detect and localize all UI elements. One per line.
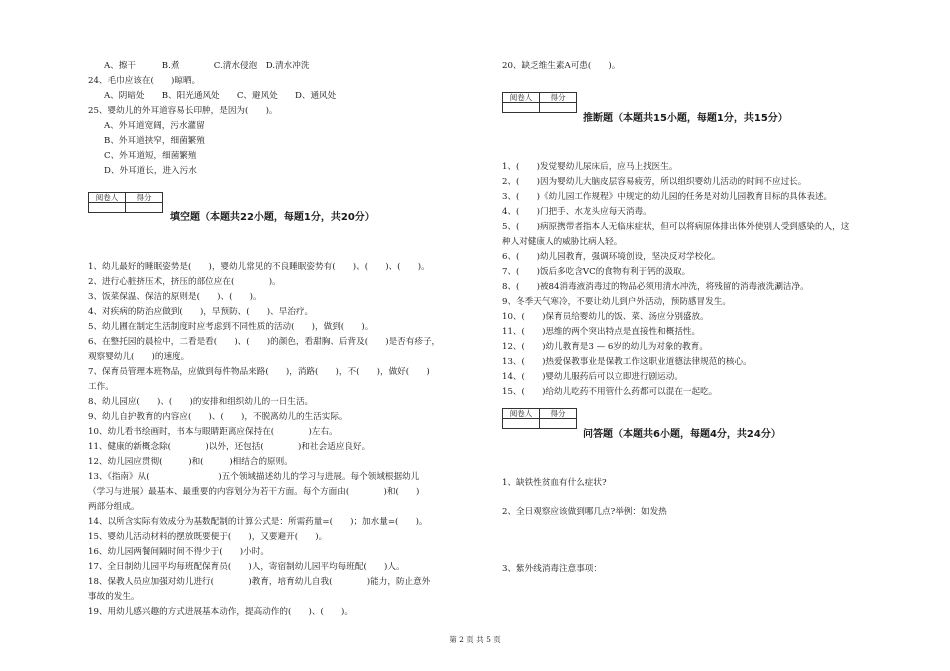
judge-line: 14、( )婴幼儿服药后可以立即进行剧运动。 (502, 372, 683, 382)
fill-line: 5、幼儿圃在制定生活制度时应考虑到不同性质的活动( )，做到( )。 (88, 322, 374, 332)
q25-option-d: D、外耳道长，进入污水 (104, 166, 197, 176)
q24-options: A、阴暗处 B、阳光通风处 C、避风处 D、通风处 (104, 91, 337, 101)
judge-line: 12、( )幼儿教育是3 — 6岁的幼儿为对象的教育。 (502, 342, 708, 352)
judge-line: 1、( )发觉婴幼儿尿床后，应马上找医生。 (502, 162, 678, 172)
score-table-score-label: 得分 (540, 93, 577, 103)
score-table-reviewer-label: 阅卷人 (503, 409, 540, 419)
judge-line: 7、( )饭后多吃含VC的食物有利于钙的汲取。 (502, 267, 691, 277)
fill-line: 17、全日制幼儿园平均每班配保育员( )人，寄宿制幼儿园平均每班配( )人。 (88, 562, 405, 572)
score-table-score-label: 得分 (126, 193, 163, 203)
fill-line: 9、幼儿自护教育的内容应( )、( )，不脱离幼儿的生活实际。 (88, 412, 348, 422)
judge-line: 4、( )门把手、水龙头应每天消毒。 (502, 207, 652, 217)
fill-line: 两部分组成。 (88, 502, 140, 512)
fill-line: 6、在整托园的晨检中，二看是看( )、( )的颜色，看甜胸、后背及( )是否有疹子， (88, 337, 441, 347)
fill-line: 12、幼儿园应贯彻( )和( )相结合的原则。 (88, 457, 293, 467)
q24-text: 24、毛巾应该在( )晾晒。 (88, 76, 201, 86)
score-table-score-cell (126, 203, 163, 213)
q20-text: 20、缺乏维生素A可患( )。 (502, 61, 621, 71)
fill-line: 工作。 (88, 382, 114, 392)
judge-line: 15、( )给幼儿吃药不用管什么药都可以混在一起吃。 (502, 387, 718, 397)
score-table-score-label: 得分 (540, 409, 577, 419)
qa-line: 1、缺铁性贫血有什么症状? (502, 478, 607, 488)
fill-line: 18、保教人员应加强对幼儿进行( )教育，培育幼儿自我( )能力，防止意外 (88, 577, 431, 587)
score-table-score-cell (540, 103, 577, 113)
score-table-reviewer-label: 阅卷人 (503, 93, 540, 103)
judge-section-heading: 推断题（本题共15小题，每题1分，共15分） (583, 113, 788, 124)
judge-line: 13、( )热爱保教事业是保教工作这职业道德法律规范的核心。 (502, 357, 752, 367)
q23-options: A、擦干 B.煮 C.清水侵泡 D.清水冲洗 (104, 61, 310, 71)
judge-line: 3、( )《幼儿园工作规程》中规定的幼儿园的任务是对幼儿园教育目标的具体表述。 (502, 192, 833, 202)
judge-line: 种人对健康人的威胁比病人轻。 (502, 237, 623, 247)
page-footer: 第 2 页 共 5 页 (449, 635, 501, 644)
fill-line: 事故的发生。 (88, 592, 140, 602)
qa-score-table (502, 408, 577, 429)
qa-line: 2、全日观察应该做到哪几点?举例：如发热 (502, 507, 667, 517)
judge-line: 2、( )因为婴幼儿大脑皮层容易疲劳，所以组织婴幼儿活动的时间不应过长。 (502, 177, 807, 187)
judge-line: 10、( )保育员给婴幼儿的饭、菜、汤应分别盛放。 (502, 312, 709, 322)
q25-option-a: A、外耳道宽阔，污水灌留 (104, 121, 205, 131)
qa-line: 3、紫外线消毒注意事项： (502, 564, 602, 574)
fill-line: 3、饭菜保温、保洁的原则是( )、( )。 (88, 292, 262, 302)
fill-line: 13、《指南》从( )五个领域描述幼儿的学习与进展。每个领域根据幼儿 (88, 472, 420, 482)
judge-line: 6、( )幼儿园教育，强调环境创设，坚决反对学校化。 (502, 252, 721, 262)
fill-line: 16、幼儿园两餐间隔时间不得少于( )小时。 (88, 547, 269, 557)
qa-section-heading: 问答题（本题共6小题，每题4分，共24分） (583, 429, 781, 440)
fill-line: 10、幼儿看书绘画时，书本与眼睛距离应保持在( )左右。 (88, 427, 338, 437)
score-table-reviewer-cell (503, 103, 540, 113)
fill-line: 14、以所含实际有效成分为基数配制的计算公式是：所需药量=( )；加水量=( )。 (88, 517, 428, 527)
score-table-reviewer-cell (89, 203, 126, 213)
fill-line: 15、婴幼儿活动材料的摆放既要便于( )，又要避开( )。 (88, 532, 328, 542)
q25-text: 25、婴幼儿的外耳道容易长印肿，是因为( )。 (88, 106, 278, 116)
judge-line: 5、( )病原携带者指本人无临床症状，但可以将病原体排出体外使别人受到感染的人，这 (502, 222, 850, 232)
judge-line: 8、( )被84消毒液消毒过的物品必须用清水冲洗，将残留的消毒液洗涮洁净。 (502, 282, 809, 292)
q25-option-c: C、外耳道短，细菌繁殖 (104, 151, 197, 161)
fill-line: 1、幼儿最好的睡眠姿势是( )，婴幼儿常见的不良睡眠姿势有( )、( )、( )。 (88, 262, 430, 272)
fill-line: 8、幼儿园应( )、( )的安排和组织幼儿的一日生活。 (88, 397, 314, 407)
score-table-reviewer-cell (503, 419, 540, 429)
fill-line: 4、对疾病的防治应做到( )，早预防、( )、早治疗。 (88, 307, 314, 317)
fill-line: 观察婴幼儿( )的速度。 (88, 352, 190, 362)
fill-line: 19、用幼儿感兴趣的方式进展基本动作，提高动作的( )、( )。 (88, 607, 353, 617)
fill-line: 11、健康的新概念除( )以外，还包括( )和社会适应良好。 (88, 442, 371, 452)
fill-score-table (88, 192, 163, 213)
fill-line: 7、保育员管理本班物品，应做到每件物品来路( )，消路( )，不( )，做好( ) (88, 367, 430, 377)
fill-section-heading: 填空题（本题共22小题，每题1分，共20分） (170, 212, 375, 223)
judge-score-table (502, 92, 577, 113)
score-table-score-cell (540, 419, 577, 429)
fill-line: （学习与进展）最基本、最重要的内容划分为若干方面。每个方面由( )和( ) (88, 487, 420, 497)
judge-line: 11、( )思维的两个突出特点是直接性和概括性。 (502, 327, 701, 337)
judge-line: 9、冬季天气寒冷，不要让幼儿到户外活动，预防感冒发生。 (502, 297, 731, 307)
fill-line: 2、进行心脏挤压术，挤压的部位应在( )。 (88, 277, 281, 287)
q25-option-b: B、外耳道挟窄，细菌繁殖 (104, 136, 205, 146)
score-table-reviewer-label: 阅卷人 (89, 193, 126, 203)
